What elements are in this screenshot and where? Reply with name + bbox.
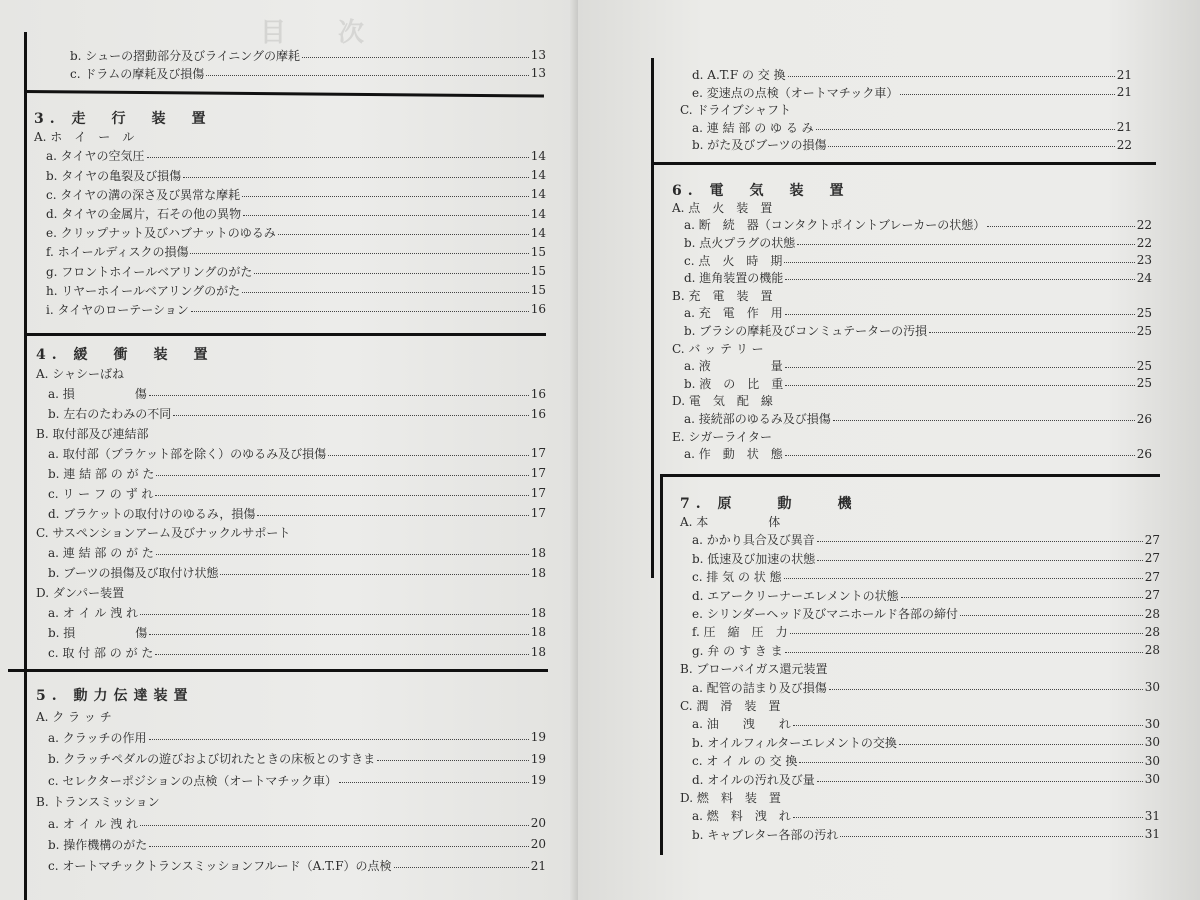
toc-entry[interactable] (680, 136, 1132, 154)
page-number: 30 (1144, 772, 1160, 787)
entry-label: a. 液 量 (684, 359, 783, 374)
dot-leader (785, 652, 1143, 653)
page-number: 19 (530, 773, 546, 788)
entry-label: C. ドライブシャフト (680, 103, 791, 118)
toc-entry[interactable] (58, 64, 546, 82)
dot-leader (799, 762, 1142, 763)
entry-label: a. 連 結 部 の ゆ る み (692, 120, 814, 135)
toc-group (36, 364, 546, 384)
toc-entry[interactable] (36, 855, 546, 876)
dot-leader (278, 234, 529, 235)
toc-group (36, 583, 546, 603)
toc-entry[interactable] (36, 603, 546, 623)
page-number: 17 (530, 506, 546, 521)
page-number: 14 (530, 187, 546, 202)
toc-group (680, 696, 1160, 714)
toc-group (672, 427, 1152, 445)
page-number: 25 (1136, 323, 1152, 338)
page-number: 18 (530, 625, 546, 640)
entry-label: A. 本 体 (680, 515, 781, 530)
toc-entry[interactable] (672, 445, 1152, 463)
entry-label: a. クラッチの作用 (48, 730, 147, 745)
entry-label: a. オ イ ル 洩 れ (48, 816, 139, 831)
toc-entry[interactable] (680, 84, 1132, 102)
dot-leader (828, 146, 1114, 147)
toc-entry[interactable] (34, 300, 546, 319)
dot-leader (785, 314, 1135, 315)
page-number: 28 (1144, 624, 1160, 639)
section-divider (8, 669, 548, 672)
entry-label: h. リヤーホイールベアリングのがた (46, 283, 241, 298)
dot-leader (817, 781, 1143, 782)
page-number: 16 (530, 406, 546, 421)
entry-label: b. オイルフィルターエレメントの交換 (692, 735, 897, 750)
dot-leader (339, 782, 529, 783)
toc-entry[interactable] (680, 549, 1160, 567)
entry-label: c. 取 付 部 の が た (48, 645, 154, 660)
dot-leader (784, 578, 1143, 579)
page-number: 21 (1116, 120, 1132, 135)
toc-entry[interactable] (36, 770, 546, 791)
dot-leader (785, 367, 1135, 368)
toc-entry[interactable] (680, 807, 1160, 825)
dot-leader (833, 420, 1135, 421)
toc-entry[interactable] (672, 234, 1152, 252)
dot-leader (155, 495, 528, 496)
page-number: 13 (530, 48, 546, 62)
dot-leader (788, 76, 1115, 77)
page-number: 30 (1144, 753, 1160, 768)
page-number: 22 (1136, 235, 1152, 250)
dot-leader (242, 292, 529, 293)
toc-entry[interactable] (36, 503, 546, 523)
toc-section (680, 494, 1160, 843)
page-number: 17 (530, 446, 546, 461)
section-divider (660, 474, 1160, 477)
entry-label: E. シガーライター (672, 429, 773, 444)
page-number: 28 (1144, 643, 1160, 658)
entry-label: f. 圧 縮 圧 力 (692, 625, 788, 640)
dot-leader (156, 475, 528, 476)
toc-entry[interactable] (680, 641, 1160, 659)
left-border (651, 58, 654, 578)
dot-leader (156, 554, 529, 555)
toc-entry[interactable] (36, 727, 546, 748)
toc-entry[interactable] (680, 715, 1160, 733)
page-number: 14 (530, 148, 546, 163)
entry-label: a. 損 傷 (48, 387, 147, 402)
toc-group (672, 392, 1152, 410)
toc-entry[interactable] (36, 563, 546, 583)
dot-leader (242, 196, 529, 197)
page-number: 22 (1136, 217, 1152, 232)
entry-label: b. 点火プラグの状態 (684, 236, 796, 251)
toc-entry[interactable] (36, 622, 546, 642)
toc-entry[interactable] (34, 166, 546, 185)
toc-entry[interactable] (34, 262, 546, 281)
entry-label: a. 取付部（ブラケット部を除く）のゆるみ及び損傷 (48, 446, 327, 461)
page-number: 14 (530, 225, 546, 240)
toc-group (672, 287, 1152, 305)
entry-label: A. ホ イ ー ル (34, 130, 135, 145)
page-number: 27 (1144, 569, 1160, 584)
entry-label: d. オイルの汚れ及び量 (692, 772, 815, 787)
entry-label: b. がた及びブーツの損傷 (692, 138, 827, 153)
entry-label: d. ブラケットの取付けのゆるみ，損傷 (48, 506, 256, 521)
page-number: 27 (1144, 588, 1160, 603)
page-number: 17 (530, 466, 546, 481)
toc-entry[interactable] (58, 46, 546, 64)
section-divider (24, 333, 546, 336)
entry-label: a. 油 洩 れ (692, 717, 791, 732)
page-number: 15 (530, 264, 546, 279)
entry-label: c. ドラムの摩耗及び損傷 (70, 66, 205, 81)
toc-group (34, 127, 546, 146)
toc-group (680, 660, 1160, 678)
entry-label: B. ブローバイガス還元装置 (680, 662, 828, 677)
entry-label: D. ダンパー装置 (36, 586, 125, 601)
dot-leader (816, 129, 1115, 130)
dot-leader (817, 560, 1142, 561)
entry-label: a. 充 電 作 用 (684, 306, 783, 321)
dot-leader (790, 633, 1143, 634)
page-number: 15 (530, 283, 546, 298)
entry-label: b. シューの摺動部分及びライニングの摩耗 (70, 48, 300, 63)
entry-label: A. シャシーばね (36, 367, 125, 382)
entry-label: C. サスペンションアーム及びナックルサポート (36, 526, 291, 541)
entry-label: c. 排 気 の 状 態 (692, 570, 782, 585)
dot-leader (784, 262, 1134, 263)
page-number: 21 (1116, 67, 1132, 82)
dot-leader (901, 597, 1143, 598)
entry-label: A. 点 火 装 置 (672, 200, 773, 215)
entry-label: f. ホイールディスクの損傷 (46, 245, 189, 260)
toc-entry[interactable] (34, 146, 546, 165)
page-number: 13 (530, 66, 546, 80)
page-number: 18 (530, 605, 546, 620)
toc-entry[interactable] (36, 443, 546, 463)
page-number: 26 (1136, 446, 1152, 461)
entry-label: b. 低速及び加速の状態 (692, 551, 816, 566)
entry-label: c. リ ー フ の ず れ (48, 486, 154, 501)
toc-entry[interactable] (680, 568, 1160, 586)
dot-leader (793, 817, 1143, 818)
toc-section (36, 684, 546, 877)
toc-section (34, 108, 546, 319)
dot-leader (840, 836, 1142, 837)
entry-label: a. オ イ ル 洩 れ (48, 606, 139, 621)
dot-leader (829, 689, 1143, 690)
entry-label: a. 配管の詰まり及び損傷 (692, 680, 827, 695)
dot-leader (191, 311, 529, 312)
section-heading: 3. 走 行 装 置 (34, 110, 212, 127)
page-number: 27 (1144, 551, 1160, 566)
toc-entry[interactable] (680, 66, 1132, 84)
section-heading: 7. 原 動 機 (680, 496, 858, 513)
toc-section (58, 46, 546, 82)
entry-label: b. ブーツの損傷及び取付け状態 (48, 566, 219, 581)
toc-entry[interactable] (680, 733, 1160, 751)
dot-leader (900, 94, 1114, 95)
page-number: 21 (530, 858, 546, 873)
entry-label: b. 操作機構のがた (48, 837, 148, 852)
entry-label: B. トランスミッション (36, 795, 160, 810)
left-border (660, 475, 663, 855)
toc-group (680, 788, 1160, 806)
dot-leader (147, 157, 529, 158)
entry-label: e. シリンダーヘッド及びマニホールド各部の締付 (692, 607, 959, 622)
section-heading: 4. 緩 衝 装 置 (36, 346, 214, 363)
dot-leader (328, 455, 529, 456)
toc-entry[interactable] (680, 531, 1160, 549)
entry-label: D. 電 気 配 線 (672, 394, 773, 409)
toc-entry[interactable] (680, 586, 1160, 604)
page-number: 26 (1136, 411, 1152, 426)
toc-entry[interactable] (36, 812, 546, 833)
page-number: 27 (1144, 532, 1160, 547)
entry-label: C. バ ッ テ リ ー (672, 341, 764, 356)
entry-label: c. セレクターポジションの点検（オートマチック車） (48, 773, 337, 788)
dot-leader (149, 634, 528, 635)
page-number: 31 (1144, 808, 1160, 823)
page-number: 30 (1144, 735, 1160, 750)
toc-entry[interactable] (680, 825, 1160, 843)
entry-label: a. 作 動 状 態 (684, 447, 783, 462)
dot-leader (257, 515, 528, 516)
toc-group (680, 512, 1160, 530)
toc-entry[interactable] (672, 304, 1152, 322)
dot-leader (785, 385, 1134, 386)
page-number: 17 (530, 486, 546, 501)
toc-entry[interactable] (34, 223, 546, 242)
toc-group (672, 339, 1152, 357)
entry-label: D. 燃 料 装 置 (680, 790, 781, 805)
entry-label: c. オ イ ル の 交 換 (692, 754, 798, 769)
dot-leader (149, 395, 529, 396)
toc-entry[interactable] (36, 384, 546, 404)
toc-entry[interactable] (680, 119, 1132, 137)
entry-label: c. 点 火 時 期 (684, 253, 783, 268)
toc-entry[interactable] (672, 251, 1152, 269)
entry-label: c. タイヤの溝の深さ及び異常な摩耗 (46, 187, 241, 202)
page-number: 30 (1144, 680, 1160, 695)
entry-label: b. 左右のたわみの不同 (48, 407, 172, 422)
toc-entry[interactable] (36, 642, 546, 662)
toc-entry[interactable] (680, 604, 1160, 622)
entry-label: b. クラッチペダルの遊びおよび切れたときの床板とのすきま (48, 752, 376, 767)
entry-label: b. キャブレター各部の汚れ (692, 827, 839, 842)
entry-label: a. 断 続 器（コンタクトポイントブレーカーの状態） (684, 218, 986, 233)
toc-group (36, 791, 546, 812)
section-divider (651, 162, 1156, 165)
toc-entry[interactable] (680, 623, 1160, 641)
dot-leader (243, 215, 529, 216)
entry-label: B. 充 電 装 置 (672, 288, 773, 303)
section-heading: 6. 電 気 装 置 (672, 182, 850, 199)
dot-leader (140, 825, 529, 826)
entry-label: d. タイヤの金属片，石その他の異物 (46, 207, 242, 222)
dot-leader (155, 654, 528, 655)
entry-label: e. クリップナット及びハブナットのゆるみ (46, 226, 276, 241)
page-number: 15 (530, 244, 546, 259)
entry-label: i. タイヤのローテーション (46, 302, 189, 317)
page-number: 20 (530, 816, 546, 831)
entry-label: B. 取付部及び連結部 (36, 427, 149, 441)
dot-leader (929, 332, 1135, 333)
page-number: 30 (1144, 716, 1160, 731)
page-number: 16 (530, 302, 546, 317)
toc-entry[interactable] (672, 269, 1152, 287)
page-number: 22 (1116, 137, 1132, 152)
toc-entry[interactable] (36, 404, 546, 424)
toc-entry[interactable] (672, 322, 1152, 340)
page-number: 28 (1144, 606, 1160, 621)
page-number: 25 (1136, 358, 1152, 373)
dot-leader (302, 57, 529, 58)
entry-label: b. 液 の 比 重 (684, 376, 784, 391)
dot-leader (960, 615, 1143, 616)
toc-entry[interactable] (672, 357, 1152, 375)
page-number: 16 (530, 386, 546, 401)
page-number: 18 (530, 565, 546, 580)
page-number: 31 (1144, 827, 1160, 842)
page-number: 14 (530, 206, 546, 221)
toc-entry[interactable] (680, 751, 1160, 769)
toc-section (672, 181, 1152, 463)
toc-entry[interactable] (34, 242, 546, 261)
page-number: 20 (530, 837, 546, 852)
dot-leader (785, 455, 1135, 456)
page-number: 18 (530, 645, 546, 660)
dot-leader (183, 177, 529, 178)
entry-label: a. 接続部のゆるみ及び損傷 (684, 412, 831, 427)
toc-section (36, 344, 546, 662)
dot-leader (149, 846, 528, 847)
toc-entry[interactable] (36, 483, 546, 503)
toc-entry[interactable] (36, 834, 546, 855)
toc-entry[interactable] (680, 678, 1160, 696)
page-number: 24 (1136, 270, 1152, 285)
entry-label: d. A.T.F の 交 換 (692, 68, 786, 83)
page-number: 23 (1136, 253, 1152, 268)
dot-leader (140, 614, 529, 615)
dot-leader (899, 744, 1143, 745)
dot-leader (785, 279, 1134, 280)
entry-label: A. ク ラ ッ チ (36, 709, 112, 724)
dot-leader (149, 739, 529, 740)
dot-leader (987, 226, 1134, 227)
entry-label: C. 潤 滑 装 置 (680, 698, 781, 713)
page-number: 25 (1136, 305, 1152, 320)
left-border (24, 32, 27, 900)
page-number: 18 (530, 545, 546, 560)
entry-label: b. 損 傷 (48, 625, 148, 640)
toc-entry[interactable] (36, 748, 546, 769)
dot-leader (377, 760, 529, 761)
toc-entry[interactable] (36, 543, 546, 563)
dot-leader (394, 867, 529, 868)
entry-label: a. 燃 料 洩 れ (692, 809, 791, 824)
entry-label: b. 連 結 部 の が た (48, 466, 155, 481)
dot-leader (206, 75, 528, 76)
toc-group (36, 705, 546, 726)
section-divider (24, 90, 544, 98)
dot-leader (797, 244, 1134, 245)
entry-label: a. タイヤの空気圧 (46, 149, 145, 164)
toc-entry[interactable] (672, 410, 1152, 428)
entry-label: d. エアークリーナーエレメントの状態 (692, 588, 899, 603)
entry-label: g. 弁 の す き ま (692, 643, 783, 658)
dot-leader (817, 541, 1143, 542)
entry-label: e. 変速点の点検（オートマチック車） (692, 85, 899, 100)
toc-entry[interactable] (34, 185, 546, 204)
dot-leader (254, 273, 528, 274)
entry-label: a. かかり具合及び異音 (692, 533, 815, 548)
page-number: 19 (530, 751, 546, 766)
entry-label: d. 進角装置の機能 (684, 271, 784, 286)
toc-group (672, 199, 1152, 217)
toc-group (36, 523, 546, 543)
toc-entry[interactable] (36, 463, 546, 483)
entry-label: g. フロントホイールベアリングのがた (46, 264, 253, 279)
page-number: 19 (530, 730, 546, 745)
toc-group (680, 101, 1132, 119)
toc-entry[interactable] (34, 204, 546, 223)
entry-label: b. タイヤの亀裂及び損傷 (46, 168, 182, 183)
dot-leader (173, 415, 528, 416)
dot-leader (220, 574, 528, 575)
entry-label: b. ブラシの摩耗及びコンミュテーターの汚損 (684, 324, 928, 339)
toc-entry[interactable] (672, 216, 1152, 234)
entry-label: c. オートマチックトランスミッションフルード（A.T.F）の点検 (48, 859, 392, 874)
dot-leader (793, 725, 1143, 726)
toc-entry[interactable] (34, 281, 546, 300)
page-header-ghost: 目 次 (260, 18, 365, 48)
page-number: 14 (530, 168, 546, 183)
toc-entry[interactable] (672, 375, 1152, 393)
toc-section (680, 66, 1132, 154)
toc-entry[interactable] (680, 770, 1160, 788)
entry-label: a. 連 結 部 の が た (48, 546, 154, 561)
page-number: 25 (1136, 376, 1152, 391)
page-number: 21 (1116, 85, 1132, 100)
toc-group (36, 424, 546, 444)
dot-leader (190, 253, 528, 254)
section-heading: 5. 動力伝達装置 (36, 687, 194, 704)
